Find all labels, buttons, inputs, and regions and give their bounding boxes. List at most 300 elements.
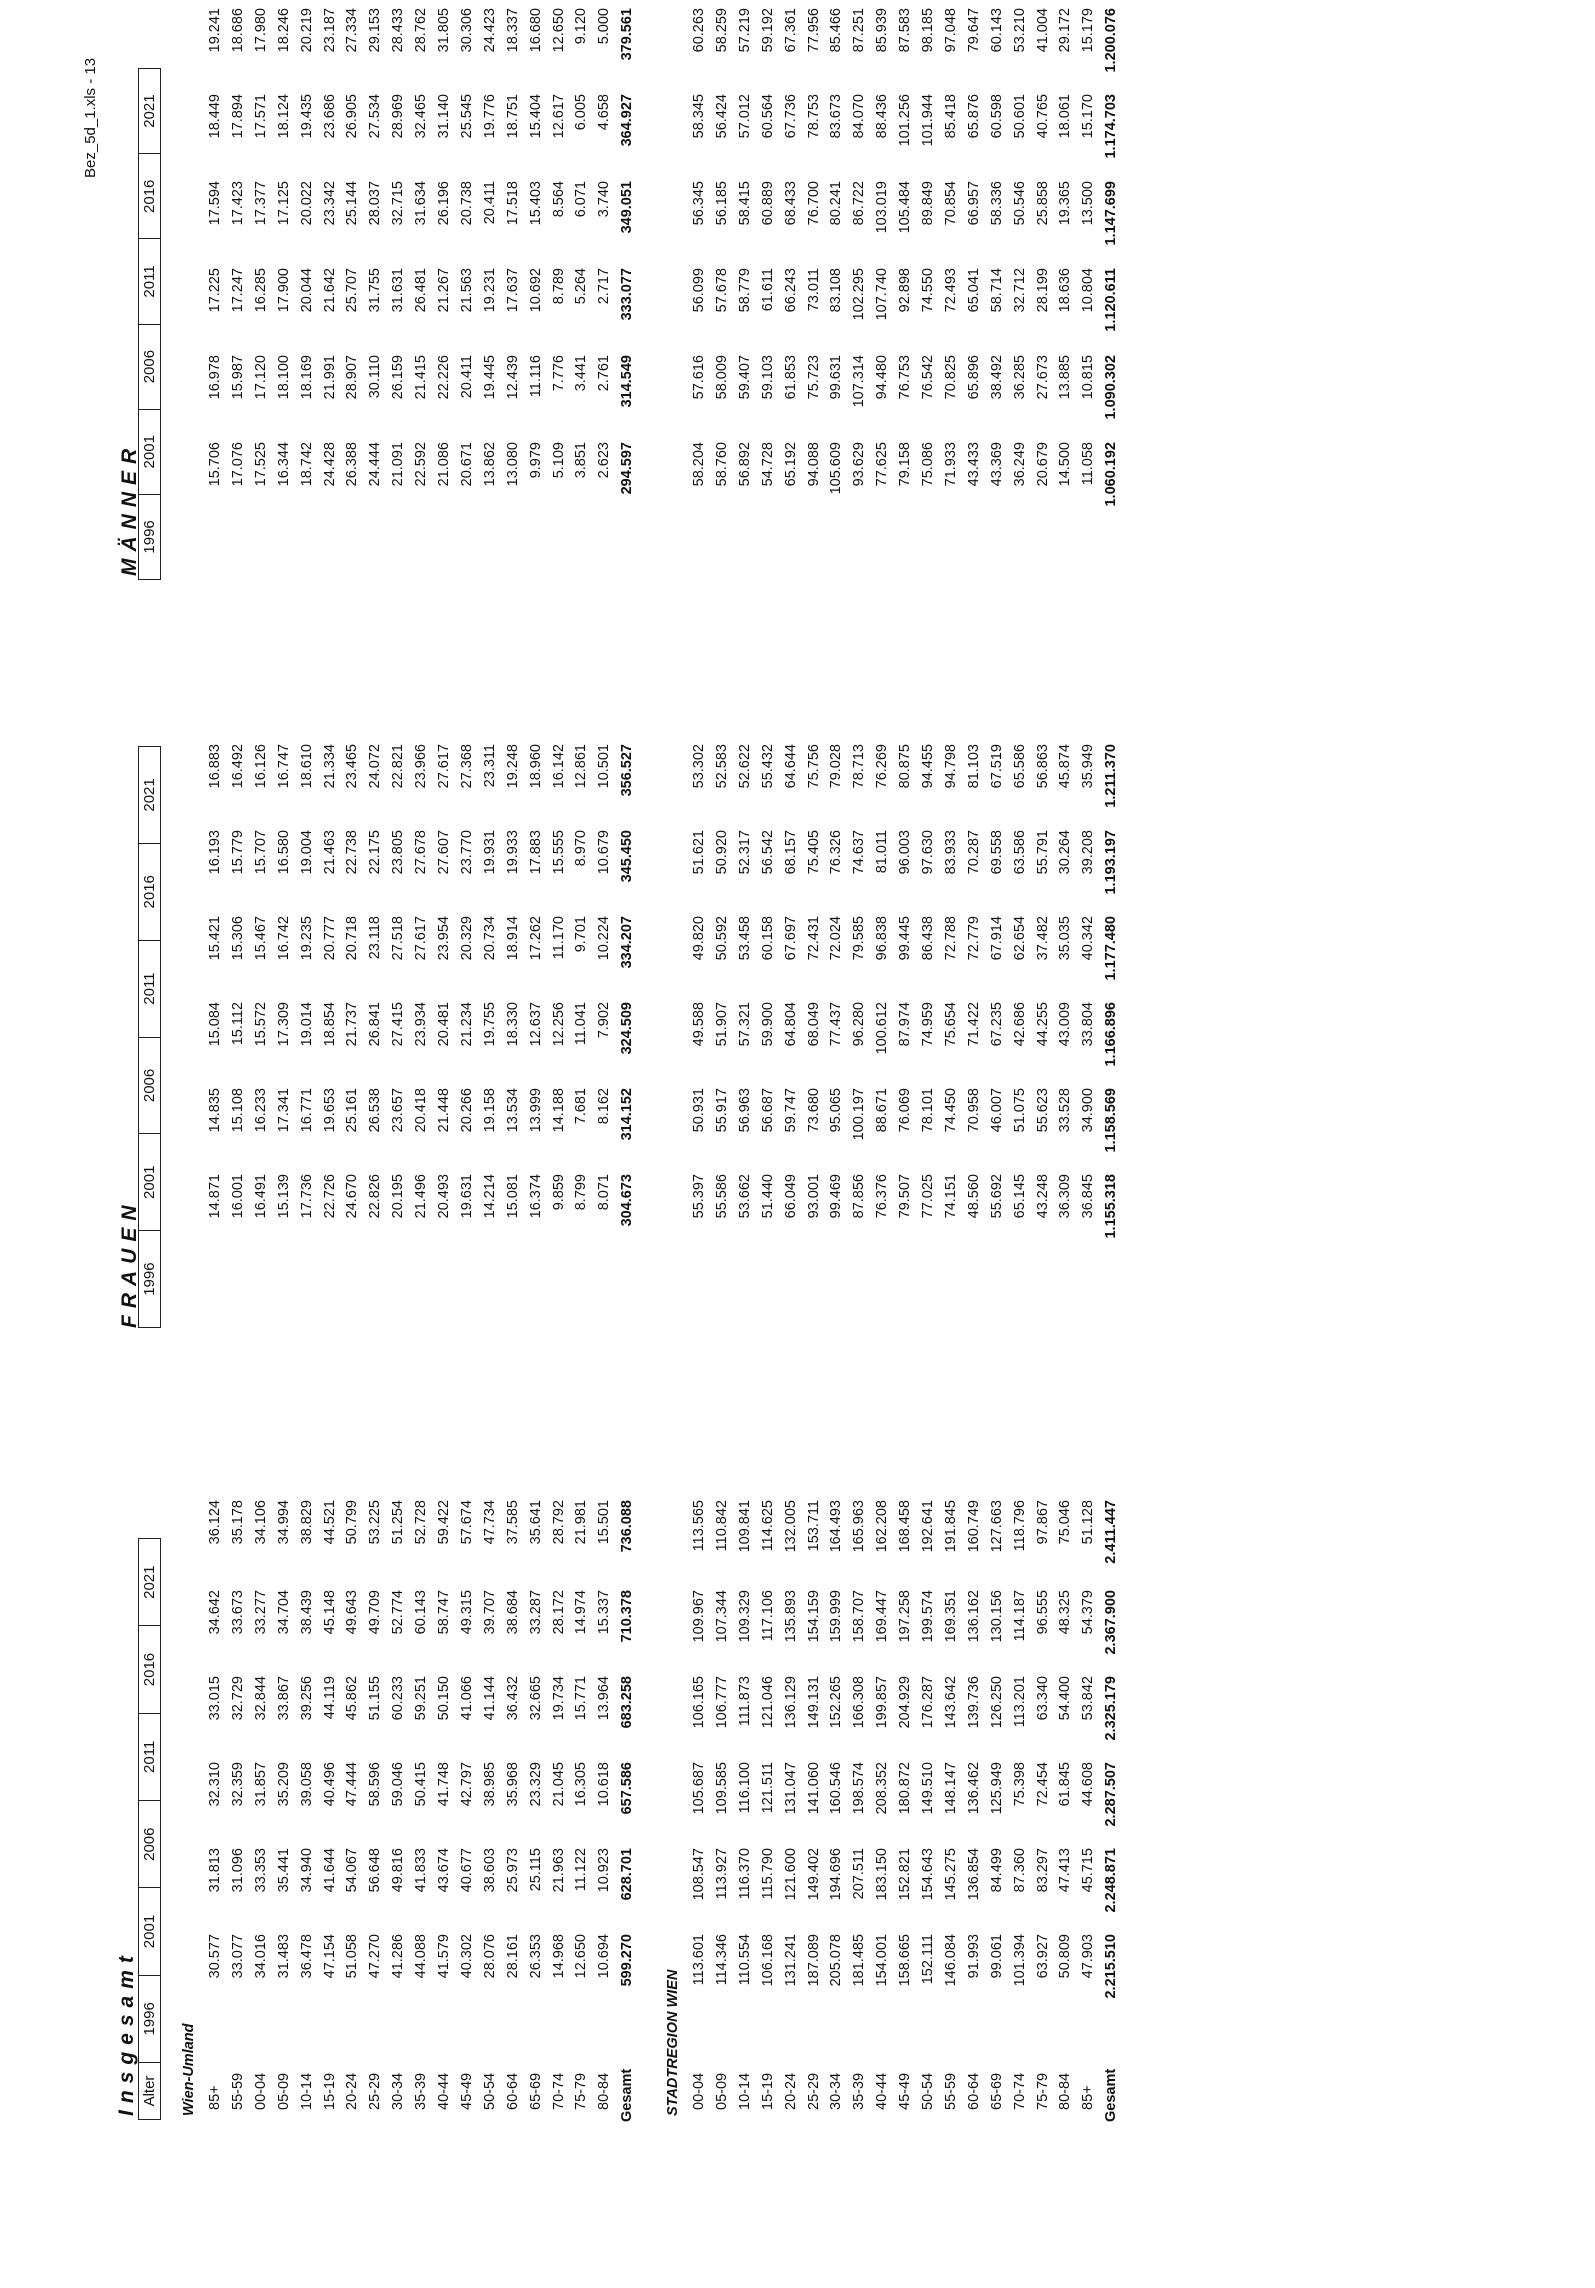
value-cell: 87.360 <box>1011 1848 1028 1893</box>
value-cell: 107.314 <box>851 355 868 408</box>
value-cell: 28.161 <box>504 1934 521 1979</box>
value-cell: 47.270 <box>367 1934 384 1979</box>
value-cell: 61.853 <box>782 355 799 400</box>
value-cell: 58.415 <box>736 181 753 226</box>
value-cell: 149.510 <box>920 1762 936 1815</box>
value-cell: 83.297 <box>1034 1848 1051 1893</box>
value-cell: 23.465 <box>344 744 361 789</box>
value-cell: 50.920 <box>713 830 730 875</box>
value-cell: 52.622 <box>736 744 753 789</box>
age-cell: 55-59 <box>942 2072 959 2110</box>
value-cell: 41.066 <box>458 1676 475 1721</box>
value-cell: 99.445 <box>897 916 914 961</box>
value-cell: 41.833 <box>413 1848 430 1893</box>
value-cell: 1.200.076 <box>1103 8 1120 73</box>
value-cell: 32.465 <box>413 94 430 139</box>
value-cell: 58.760 <box>713 442 730 487</box>
value-cell: 58.009 <box>713 355 730 400</box>
value-cell: 58.779 <box>736 268 753 313</box>
value-cell: 75.405 <box>805 830 822 875</box>
value-cell: 20.418 <box>413 1088 430 1133</box>
value-cell: 45.862 <box>344 1676 361 1721</box>
value-cell: 97.867 <box>1034 1500 1051 1545</box>
table-row <box>296 0 318 2288</box>
table-row <box>963 0 985 2288</box>
value-cell: 20.411 <box>481 181 498 225</box>
age-cell: 85+ <box>1080 2085 1097 2110</box>
age-cell: 35-39 <box>851 2072 868 2110</box>
value-cell: 51.155 <box>367 1676 384 1721</box>
value-cell: 21.334 <box>321 744 338 789</box>
value-cell: 40.496 <box>321 1762 338 1807</box>
value-cell: 31.140 <box>436 94 452 139</box>
header-year: 2021 <box>139 1539 161 1626</box>
value-cell: 65.145 <box>1011 1174 1028 1219</box>
value-cell: 64.644 <box>782 744 799 789</box>
age-cell: 30-34 <box>828 2072 845 2110</box>
value-cell: 16.126 <box>252 744 269 789</box>
value-cell: 86.722 <box>851 181 868 226</box>
value-cell: 38.603 <box>481 1848 498 1893</box>
value-cell: 107.344 <box>713 1590 730 1643</box>
value-cell: 149.131 <box>805 1676 822 1729</box>
value-cell: 5.109 <box>550 442 567 479</box>
table-row <box>548 0 570 2288</box>
value-cell: 21.045 <box>550 1762 567 1807</box>
value-cell: 152.111 <box>920 1934 936 1985</box>
value-cell: 50.546 <box>1011 181 1028 226</box>
value-cell: 8.162 <box>596 1088 613 1125</box>
value-cell: 12.617 <box>550 94 567 139</box>
value-cell: 152.265 <box>828 1676 845 1729</box>
age-cell: 00-04 <box>252 2072 269 2110</box>
value-cell: 77.625 <box>874 442 891 487</box>
value-cell: 152.821 <box>897 1848 914 1901</box>
value-cell: 85.939 <box>874 8 891 53</box>
value-cell: 49.820 <box>691 916 707 961</box>
value-cell: 49.315 <box>458 1590 475 1635</box>
value-cell: 15.987 <box>229 355 246 400</box>
value-cell: 314.152 <box>619 1088 636 1141</box>
value-cell: 44.608 <box>1080 1762 1097 1807</box>
value-cell: 14.968 <box>550 1934 567 1979</box>
age-cell: 85+ <box>207 2085 223 2110</box>
value-cell: 17.120 <box>252 355 269 400</box>
value-cell: 92.898 <box>897 268 914 313</box>
value-cell: 62.654 <box>1011 916 1028 961</box>
age-cell: 40-44 <box>874 2072 891 2110</box>
value-cell: 98.185 <box>920 8 936 53</box>
value-cell: 15.706 <box>207 442 223 487</box>
value-cell: 74.959 <box>920 1002 936 1047</box>
value-cell: 38.492 <box>988 355 1005 400</box>
value-cell: 154.001 <box>874 1934 891 1987</box>
value-cell: 324.509 <box>619 1002 636 1055</box>
value-cell: 13.080 <box>504 442 521 487</box>
value-cell: 23.311 <box>481 744 498 788</box>
value-cell: 15.139 <box>275 1174 292 1219</box>
age-cell: 45-49 <box>458 2072 475 2110</box>
value-cell: 99.469 <box>828 1174 845 1219</box>
value-cell: 13.862 <box>481 442 498 487</box>
value-cell: 18.960 <box>527 744 544 789</box>
value-cell: 113.565 <box>691 1500 707 1552</box>
age-cell: 25-29 <box>805 2072 822 2110</box>
value-cell: 154.159 <box>805 1590 822 1643</box>
value-cell: 69.558 <box>988 830 1005 875</box>
value-cell: 149.402 <box>805 1848 822 1901</box>
value-cell: 25.161 <box>344 1088 361 1133</box>
value-cell: 183.150 <box>874 1848 891 1901</box>
value-cell: 50.931 <box>691 1088 707 1133</box>
age-cell: 15-19 <box>321 2072 338 2110</box>
value-cell: 43.248 <box>1034 1174 1051 1219</box>
value-cell: 15.421 <box>207 916 223 961</box>
value-cell: 86.438 <box>920 916 936 961</box>
value-cell: 125.949 <box>988 1762 1005 1815</box>
value-cell: 25.973 <box>504 1848 521 1893</box>
value-cell: 67.914 <box>988 916 1005 961</box>
age-cell: 10-14 <box>298 2072 315 2110</box>
value-cell: 106.165 <box>691 1676 707 1729</box>
age-cell: 20-24 <box>344 2072 361 2110</box>
value-cell: 126.250 <box>988 1676 1005 1729</box>
value-cell: 35.035 <box>1057 916 1074 961</box>
value-cell: 43.433 <box>965 442 982 487</box>
value-cell: 131.241 <box>782 1934 799 1987</box>
table-row <box>593 0 615 2288</box>
value-cell: 23.686 <box>321 94 338 139</box>
value-cell: 18.610 <box>298 744 315 789</box>
table-row <box>227 0 249 2288</box>
value-cell: 40.342 <box>1080 916 1097 961</box>
value-cell: 74.550 <box>920 268 936 313</box>
value-cell: 15.337 <box>596 1590 613 1635</box>
value-cell: 67.361 <box>782 8 799 53</box>
value-cell: 13.500 <box>1080 181 1097 226</box>
value-cell: 34.704 <box>275 1590 292 1635</box>
value-cell: 11.116 <box>527 355 544 398</box>
age-cell: 65-69 <box>527 2072 544 2110</box>
value-cell: 72.788 <box>942 916 959 961</box>
value-cell: 76.700 <box>805 181 822 226</box>
value-cell: 33.287 <box>527 1590 544 1635</box>
value-cell: 38.684 <box>504 1590 521 1635</box>
value-cell: 58.714 <box>988 268 1005 313</box>
value-cell: 136.854 <box>965 1848 982 1901</box>
header-year: 2016 <box>139 1626 161 1713</box>
value-cell: 87.856 <box>851 1174 868 1219</box>
value-cell: 18.636 <box>1057 268 1074 313</box>
value-cell: 75.086 <box>920 442 936 487</box>
value-cell: 76.753 <box>897 355 914 400</box>
value-cell: 65.041 <box>965 268 982 313</box>
value-cell: 18.169 <box>298 355 315 400</box>
value-cell: 20.671 <box>458 442 475 487</box>
table-total-row <box>1100 0 1122 2288</box>
table-row <box>341 0 363 2288</box>
value-cell: 50.150 <box>436 1676 452 1721</box>
file-label: Bez_5d_1.xls - 13 <box>82 57 99 178</box>
header-maenner <box>138 68 161 580</box>
value-cell: 18.246 <box>275 8 292 53</box>
value-cell: 3.740 <box>596 181 613 218</box>
value-cell: 8.071 <box>596 1174 613 1211</box>
value-cell: 7.902 <box>596 1002 613 1039</box>
value-cell: 168.458 <box>897 1500 914 1553</box>
value-cell: 56.099 <box>691 268 707 313</box>
value-cell: 49.588 <box>691 1002 707 1047</box>
age-cell: 80-84 <box>1057 2072 1074 2110</box>
value-cell: 18.124 <box>275 94 292 139</box>
value-cell: 7.681 <box>573 1088 590 1125</box>
header-year: 2006 <box>139 1037 161 1134</box>
group-title-maenner: MÄNNER <box>118 441 141 576</box>
value-cell: 47.903 <box>1080 1934 1097 1979</box>
value-cell: 110.554 <box>736 1934 753 1986</box>
value-cell: 23.329 <box>527 1762 544 1807</box>
value-cell: 43.009 <box>1057 1002 1074 1047</box>
value-cell: 1.174.703 <box>1103 94 1120 159</box>
value-cell: 19.241 <box>207 8 223 53</box>
value-cell: 17.900 <box>275 268 292 313</box>
value-cell: 16.374 <box>527 1174 544 1219</box>
value-cell: 12.637 <box>527 1002 544 1047</box>
value-cell: 10.679 <box>596 830 613 875</box>
value-cell: 56.648 <box>367 1848 384 1893</box>
value-cell: 47.413 <box>1057 1848 1074 1893</box>
value-cell: 2.215.510 <box>1103 1934 1120 1999</box>
value-cell: 109.967 <box>691 1590 707 1643</box>
value-cell: 53.225 <box>367 1500 384 1545</box>
table-row <box>1032 0 1054 2288</box>
value-cell: 44.119 <box>321 1676 338 1720</box>
value-cell: 4.658 <box>596 94 613 131</box>
value-cell: 60.143 <box>988 8 1005 53</box>
value-cell: 38.439 <box>298 1590 315 1635</box>
value-cell: 106.168 <box>759 1934 776 1987</box>
table-total-row <box>616 0 638 2288</box>
value-cell: 109.841 <box>736 1500 753 1553</box>
value-cell: 47.154 <box>321 1934 338 1979</box>
value-cell: 21.496 <box>413 1174 430 1219</box>
value-cell: 70.854 <box>942 181 959 226</box>
value-cell: 16.742 <box>275 916 292 961</box>
value-cell: 76.542 <box>920 355 936 400</box>
value-cell: 81.103 <box>965 744 982 789</box>
value-cell: 68.433 <box>782 181 799 226</box>
value-cell: 160.749 <box>965 1500 982 1553</box>
value-cell: 51.075 <box>1011 1088 1028 1133</box>
value-cell: 94.088 <box>805 442 822 487</box>
value-cell: 42.797 <box>458 1762 475 1807</box>
age-cell: 55-59 <box>229 2072 246 2110</box>
value-cell: 5.000 <box>596 8 613 45</box>
value-cell: 58.336 <box>988 181 1005 226</box>
value-cell: 107.740 <box>874 268 891 321</box>
value-cell: 51.440 <box>759 1174 776 1219</box>
value-cell: 55.692 <box>988 1174 1005 1219</box>
value-cell: 17.894 <box>229 94 246 139</box>
value-cell: 17.262 <box>527 916 544 961</box>
value-cell: 10.694 <box>596 1934 613 1979</box>
value-cell: 25.858 <box>1034 181 1051 226</box>
value-cell: 17.423 <box>229 181 246 226</box>
value-cell: 45.874 <box>1057 744 1074 789</box>
value-cell: 60.598 <box>988 94 1005 139</box>
value-cell: 56.863 <box>1034 744 1051 789</box>
header-year: 1996 <box>139 1231 161 1328</box>
value-cell: 1.155.318 <box>1103 1174 1120 1239</box>
value-cell: 15.108 <box>229 1088 246 1133</box>
value-cell: 60.889 <box>759 181 776 226</box>
value-cell: 31.096 <box>229 1848 246 1893</box>
value-cell: 26.841 <box>367 1002 384 1047</box>
table-row <box>825 0 847 2288</box>
value-cell: 21.448 <box>436 1088 452 1133</box>
value-cell: 121.511 <box>759 1762 776 1814</box>
value-cell: 13.534 <box>504 1088 521 1133</box>
value-cell: 17.125 <box>275 181 292 226</box>
value-cell: 57.012 <box>736 94 753 139</box>
value-cell: 10.224 <box>596 916 613 961</box>
value-cell: 39.058 <box>298 1762 315 1807</box>
value-cell: 145.275 <box>942 1848 959 1901</box>
value-cell: 19.248 <box>504 744 521 789</box>
value-cell: 15.404 <box>527 94 544 139</box>
value-cell: 67.697 <box>782 916 799 961</box>
value-cell: 55.586 <box>713 1174 730 1219</box>
value-cell: 8.799 <box>573 1174 590 1211</box>
value-cell: 55.623 <box>1034 1088 1051 1133</box>
value-cell: 37.585 <box>504 1500 521 1545</box>
value-cell: 115.790 <box>759 1848 776 1900</box>
value-cell: 154.643 <box>920 1848 936 1901</box>
value-cell: 78.713 <box>851 744 868 789</box>
value-cell: 84.070 <box>851 94 868 139</box>
value-cell: 1.120.611 <box>1103 268 1120 332</box>
table-row <box>525 0 547 2288</box>
value-cell: 44.255 <box>1034 1002 1051 1047</box>
value-cell: 49.709 <box>367 1590 384 1635</box>
table-row <box>894 0 916 2288</box>
value-cell: 95.065 <box>828 1088 845 1133</box>
value-cell: 20.219 <box>298 8 315 53</box>
table-row <box>250 0 272 2288</box>
value-cell: 18.330 <box>504 1002 521 1047</box>
value-cell: 164.493 <box>828 1500 845 1553</box>
value-cell: 35.641 <box>527 1500 544 1545</box>
age-cell: 25-29 <box>367 2072 384 2110</box>
value-cell: 51.058 <box>344 1934 361 1979</box>
value-cell: 28.076 <box>481 1934 498 1979</box>
value-cell: 77.025 <box>920 1174 936 1219</box>
value-cell: 191.845 <box>942 1500 959 1553</box>
value-cell: 36.478 <box>298 1934 315 1979</box>
value-cell: 20.493 <box>436 1174 452 1219</box>
value-cell: 81.011 <box>874 830 891 874</box>
value-cell: 50.601 <box>1011 94 1028 139</box>
value-cell: 67.235 <box>988 1002 1005 1047</box>
value-cell: 68.157 <box>782 830 799 875</box>
value-cell: 89.849 <box>920 181 936 226</box>
value-cell: 19.776 <box>481 94 498 139</box>
value-cell: 55.917 <box>713 1088 730 1133</box>
value-cell: 21.091 <box>390 442 407 487</box>
value-cell: 87.974 <box>897 1002 914 1047</box>
value-cell: 14.500 <box>1057 442 1074 487</box>
value-cell: 165.963 <box>851 1500 868 1553</box>
value-cell: 19.734 <box>550 1676 567 1721</box>
value-cell: 21.415 <box>413 355 430 400</box>
value-cell: 53.842 <box>1080 1676 1097 1721</box>
value-cell: 79.507 <box>897 1174 914 1219</box>
value-cell: 32.712 <box>1011 268 1028 313</box>
value-cell: 34.900 <box>1080 1088 1097 1133</box>
value-cell: 21.737 <box>344 1002 361 1047</box>
value-cell: 40.302 <box>458 1934 475 1979</box>
value-cell: 17.980 <box>252 8 269 53</box>
value-cell: 19.933 <box>504 830 521 875</box>
value-cell: 17.571 <box>252 94 269 139</box>
value-cell: 20.022 <box>298 181 315 226</box>
value-cell: 16.747 <box>275 744 292 789</box>
age-cell: 10-14 <box>736 2072 753 2110</box>
value-cell: 28.037 <box>367 181 384 226</box>
value-cell: 8.789 <box>550 268 567 305</box>
value-cell: 143.642 <box>942 1676 959 1729</box>
value-cell: 599.270 <box>619 1934 636 1987</box>
value-cell: 87.251 <box>851 8 868 53</box>
value-cell: 16.492 <box>229 744 246 789</box>
value-cell: 93.629 <box>851 442 868 487</box>
value-cell: 13.885 <box>1057 355 1074 400</box>
age-cell: 35-39 <box>413 2072 430 2110</box>
value-cell: 2.367.900 <box>1103 1590 1120 1655</box>
value-cell: 20.481 <box>436 1002 452 1047</box>
value-cell: 28.907 <box>344 355 361 400</box>
value-cell: 20.411 <box>458 355 475 399</box>
value-cell: 2.761 <box>596 355 613 392</box>
value-cell: 16.344 <box>275 442 292 487</box>
value-cell: 15.112 <box>229 1002 246 1046</box>
value-cell: 17.377 <box>252 181 269 226</box>
value-cell: 146.084 <box>942 1934 959 1987</box>
value-cell: 1.147.699 <box>1103 181 1120 246</box>
value-cell: 9.701 <box>573 916 590 953</box>
value-cell: 16.142 <box>550 744 567 789</box>
value-cell: 34.994 <box>275 1500 292 1545</box>
value-cell: 30.110 <box>367 355 384 399</box>
value-cell: 36.124 <box>207 1500 223 1545</box>
value-cell: 83.108 <box>828 268 845 313</box>
header-year: 1996 <box>139 1975 161 2062</box>
age-cell: 65-69 <box>988 2072 1005 2110</box>
value-cell: 25.707 <box>344 268 361 313</box>
value-cell: 17.225 <box>207 268 223 313</box>
value-cell: 148.147 <box>942 1762 959 1815</box>
value-cell: 72.431 <box>805 916 822 961</box>
value-cell: 162.208 <box>874 1500 891 1553</box>
value-cell: 60.263 <box>691 8 707 53</box>
value-cell: 79.028 <box>828 744 845 789</box>
value-cell: 1.177.480 <box>1103 916 1120 981</box>
value-cell: 67.736 <box>782 94 799 139</box>
table-row <box>273 0 295 2288</box>
value-cell: 61.845 <box>1057 1762 1074 1807</box>
section-title: STADTREGION WIEN <box>665 1969 681 2116</box>
value-cell: 59.103 <box>759 355 776 400</box>
